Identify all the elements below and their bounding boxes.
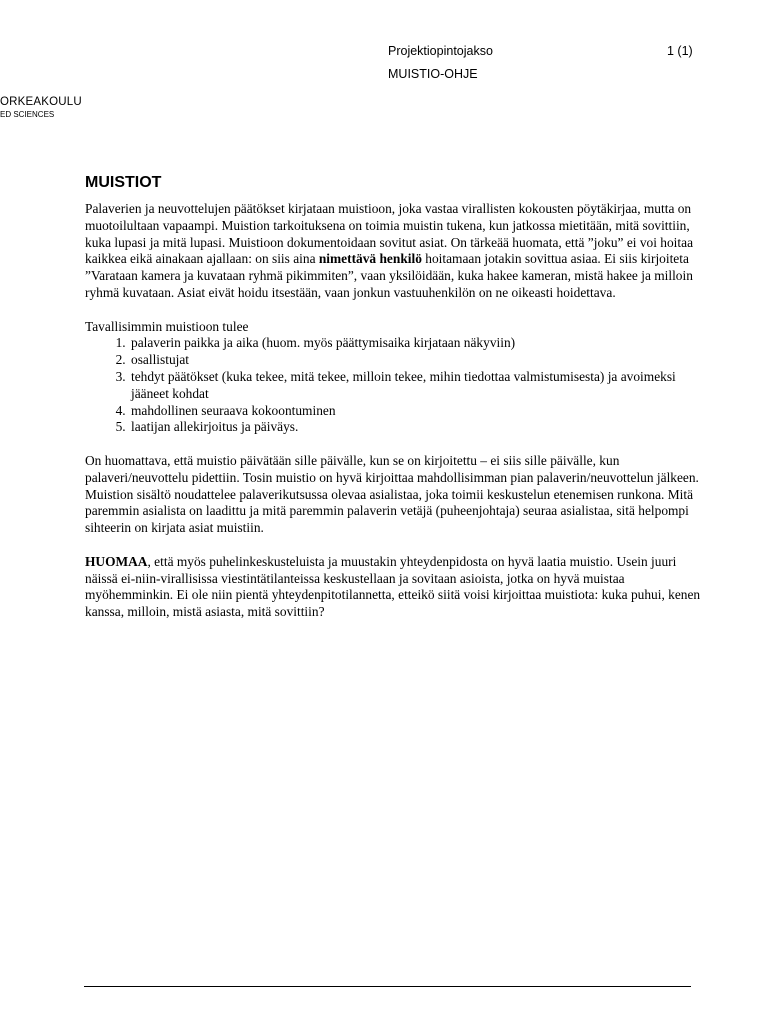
list-intro: Tavallisimmin muistioon tulee bbox=[85, 318, 249, 334]
list-item: 4. mahdollinen seuraava kokoontuminen bbox=[129, 403, 705, 420]
list-item: 1. palaverin paikka ja aika (huom. myös päättymisaika kirjataan näkyviin) bbox=[129, 335, 705, 352]
header-doc-type: MUISTIO-OHJE bbox=[388, 67, 478, 81]
intro-text-start: Palaverien ja neuvottelujen päätökset kirjataan muistioon, joka vastaa virallisten kokousten pöytäkirjaa, mutta on muotoilultaan vapaampi. Muistion tarkoituksena on toimia muistin tukena, kun jatkossa mietitään, mitä sovittiin, kuka lupasi ja mitä lupasi. Muistioon dokumentoidaan sovitut asiat. On tärkeää huomata, että ”joku” ei voi hoitaa kaikkea eikä ainakaan ajallaan: on siis aina bbox=[85, 201, 694, 267]
footer-divider bbox=[84, 986, 691, 987]
dating-paragraph: On huomattava, että muistio päivätään sille päivälle, kun se on kirjoitettu – ei siis sille päivälle, kun palaveri/neuvottelu pidettiin. Tosin muistio on hyvä kirjoittaa mahdollisimman pian palaverin/neuvottelun jälkeen. Muistion sisältö noudattelee palaverikutsussa olevaa asialistaa, joka toimii keskustelun etenemisen runkona. Mitä paremmin asialista on laadittu ja mitä paremmin palaverin vetäjä (puheenjohtaja) seuraa asialistaa, sitä helpompi sihteerin on kirjata asiat muistiin. bbox=[85, 452, 699, 536]
list-item: 5. laatijan allekirjoitus ja päiväys. bbox=[129, 419, 705, 436]
page-title: MUISTIOT bbox=[85, 174, 162, 191]
memo-contents-list bbox=[85, 335, 705, 436]
note-text: , että myös puhelinkeskusteluista ja muustakin yhteydenpidosta on hyvä laatia muistio. Usein juuri näissä ei-niin-virallisissa viestintätilanteissa keskustellaan ja sovitaan asioista, jotka on hyvä muistaa myöhemminkin. Ei ole niin pientä yhteydenpitotilannetta, etteikö siitä voisi kirjoittaa muistiota: kuka puhui, kenen kanssa, milloin, mistä asiasta, mitä sovittiin? bbox=[85, 553, 701, 620]
list-item: 3. tehdyt päätökset (kuka tekee, mitä tekee, milloin tekee, mihin tiedottaa valmistumisesta) ja avoimeksi jääneet kohdat bbox=[129, 369, 705, 403]
logo-line-1: ORKEAKOULU bbox=[0, 96, 82, 108]
document-body bbox=[85, 173, 705, 621]
note-bold-word: HUOMAA bbox=[85, 553, 148, 569]
intro-text-end: hoitamaan jotakin sovittua asiaa. Ei siis kirjoiteta ”Varataan kamera ja kuvataan ryhmä pikimmiten”, vaan yksilöidään, kuka hakee kameran, mistä hakee ja milloin ryhmä kuvataan. Asiat eivät hoidu itsestään, vaan jonkun vastuuhenkilön on ne oikeasti hoidettava. bbox=[85, 251, 693, 300]
header-page-number: 1 (1) bbox=[667, 44, 693, 58]
note-paragraph bbox=[85, 554, 705, 621]
intro-bold-phrase: nimettävä henkilö bbox=[318, 251, 422, 267]
header-course: Projektiopintojakso bbox=[388, 44, 493, 58]
intro-paragraph bbox=[85, 201, 705, 302]
institution-logo bbox=[0, 97, 82, 119]
logo-line-2: ED SCIENCES bbox=[0, 109, 55, 119]
list-item: 2. osallistujat bbox=[129, 352, 705, 369]
